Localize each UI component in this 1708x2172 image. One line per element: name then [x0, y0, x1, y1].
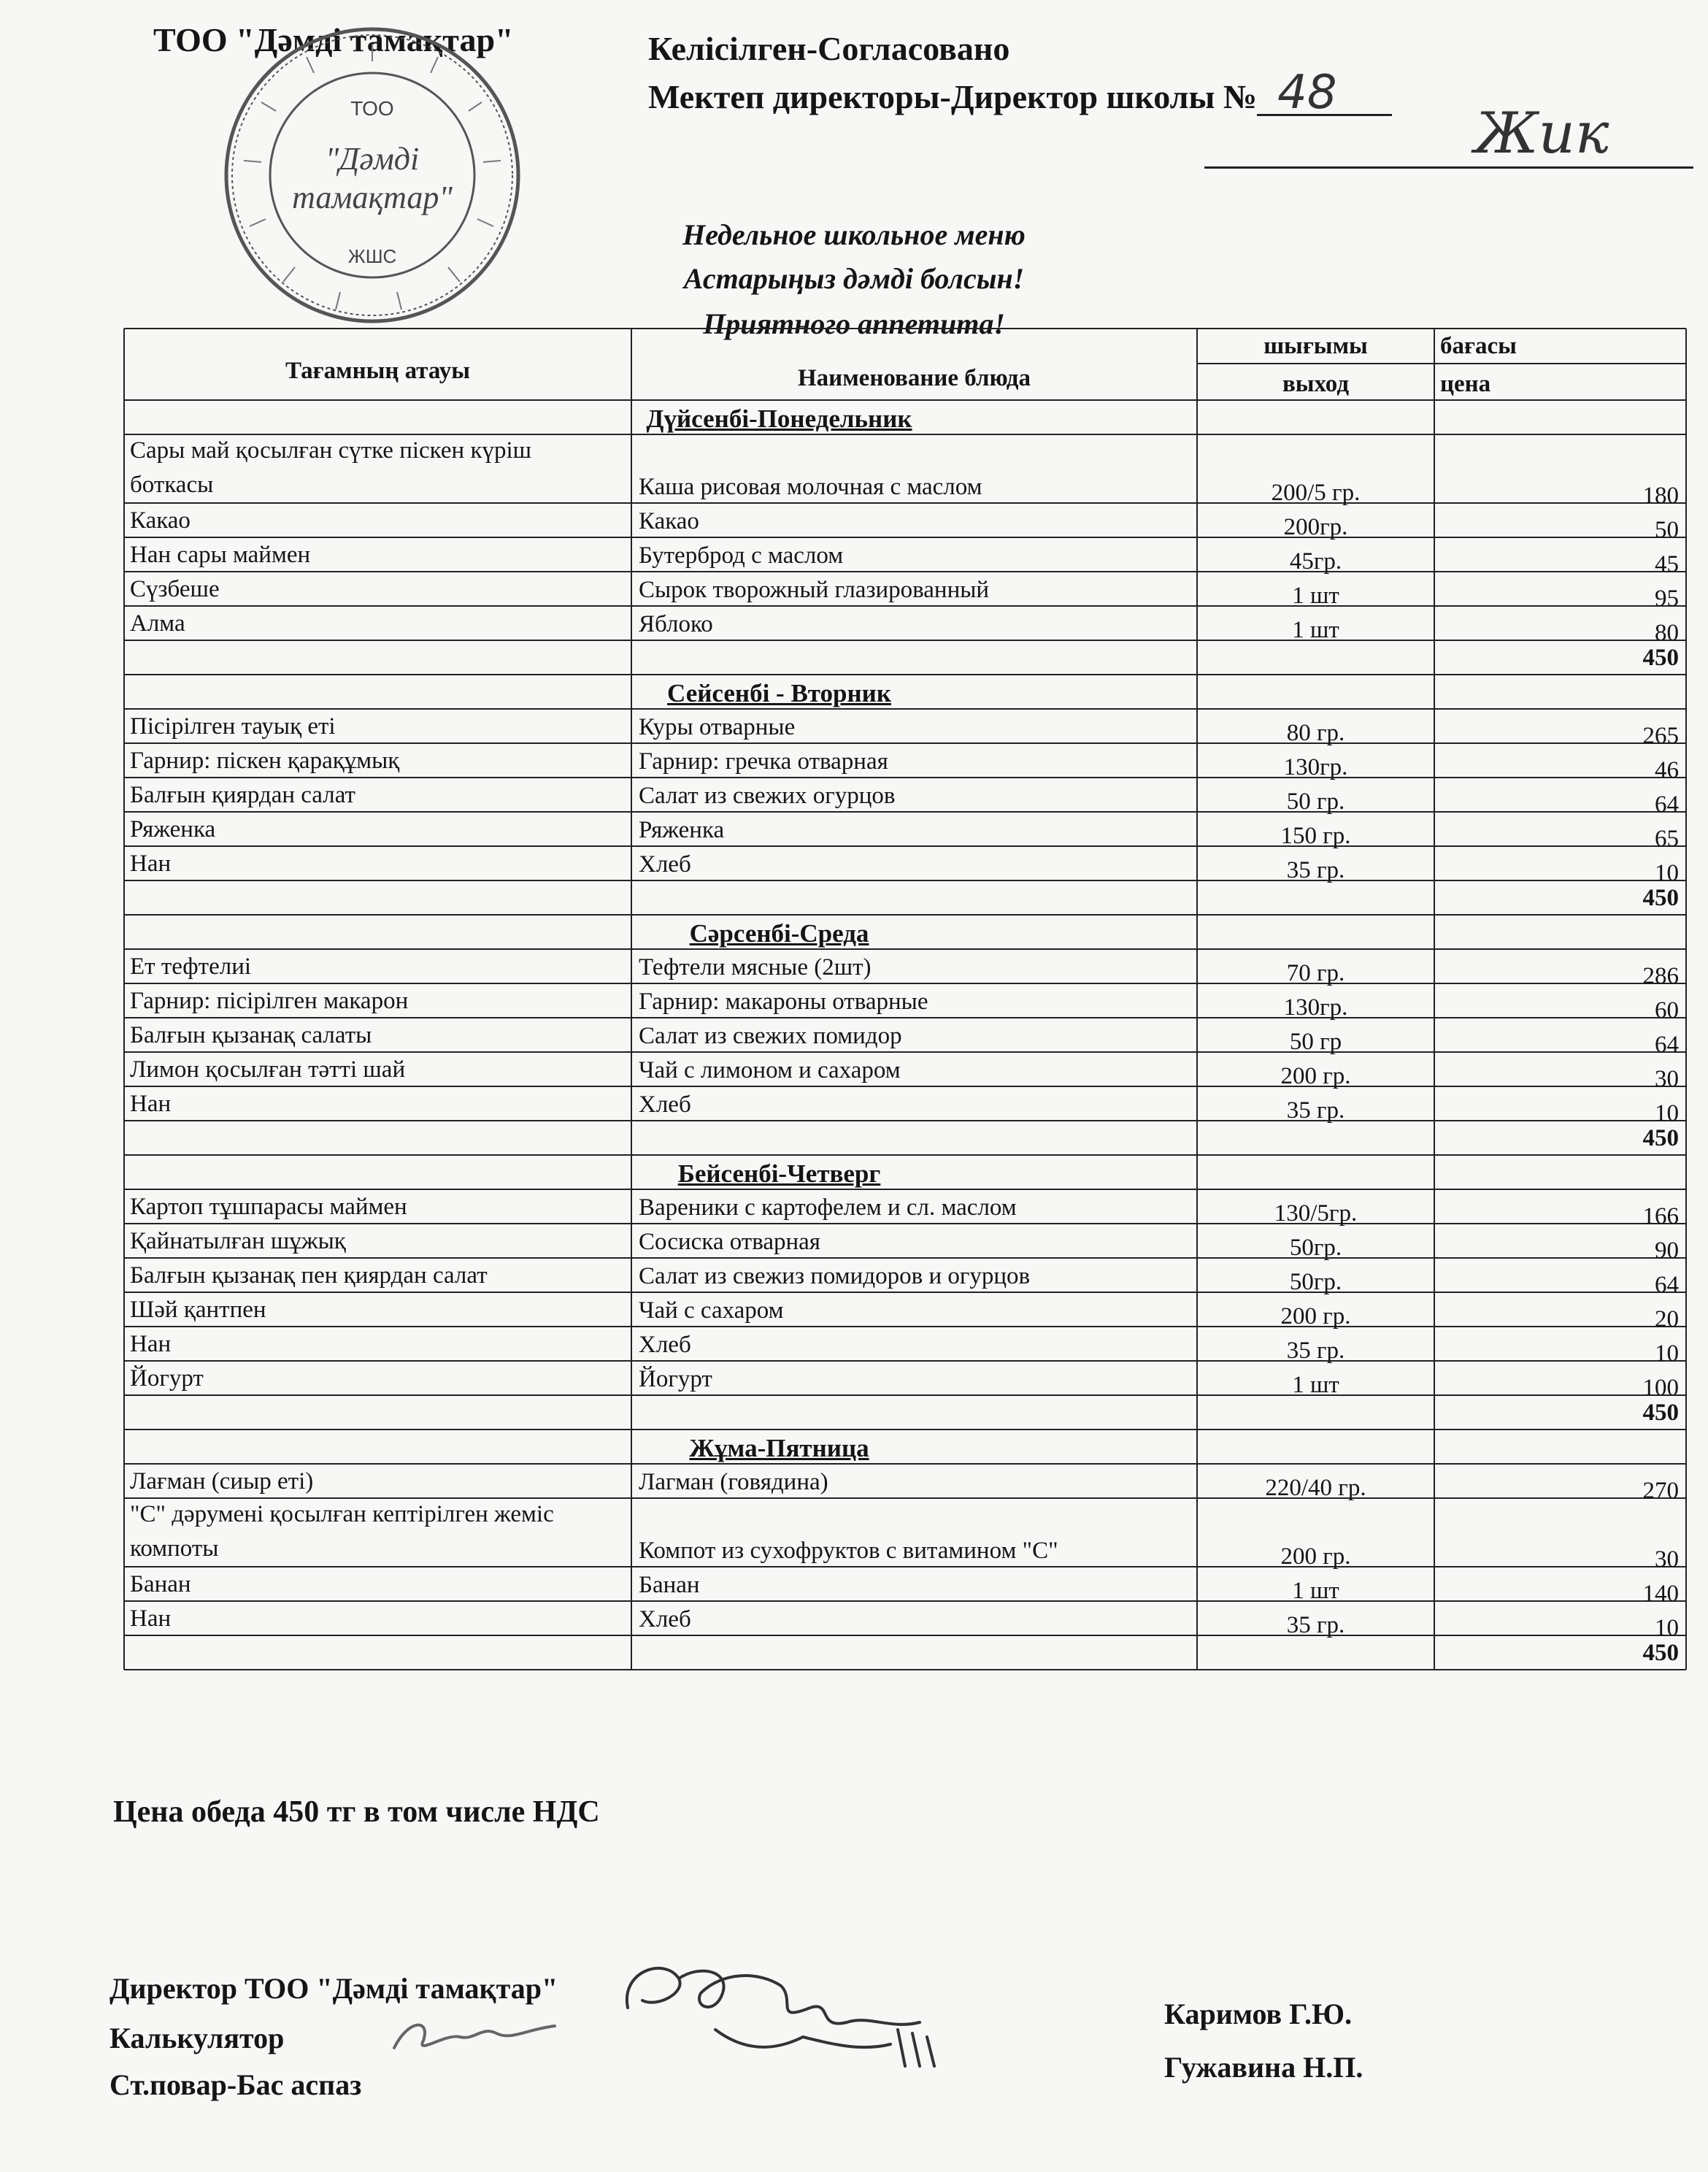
dish-price: 180 — [1642, 483, 1679, 509]
dish-name-kz: Балғын қызанақ салаты — [130, 1022, 372, 1048]
dish-name-kz: Гарнир: пісірілген макарон — [130, 988, 409, 1014]
dish-price: 10 — [1655, 860, 1679, 886]
dish-yield: 200 гр. — [1280, 1063, 1351, 1089]
dish-price: 46 — [1655, 757, 1679, 783]
day-title: Сейсенбі - Вторник — [667, 679, 891, 707]
dish-yield: 150 гр. — [1280, 823, 1351, 849]
director-role: Директор ТОО "Дәмді тамақтар" — [109, 1972, 558, 2005]
dish-name-ru: Ряженка — [639, 817, 725, 843]
menu-greeting-ru: Приятного аппетита! — [703, 307, 1005, 340]
dish-name-kz-line2: боткасы — [130, 472, 214, 498]
header-price-kz: бағасы — [1440, 333, 1517, 359]
dish-name-ru: Какао — [639, 508, 699, 534]
dish-name-ru: Сосиска отварная — [639, 1229, 820, 1255]
dish-price: 10 — [1655, 1615, 1679, 1641]
dish-price: 265 — [1642, 723, 1679, 749]
dish-yield: 35 гр. — [1286, 1338, 1345, 1364]
price-note: Цена обеда 450 тг в том числе НДС — [113, 1795, 600, 1829]
dish-name-ru: Компот из сухофруктов с витамином "С" — [639, 1538, 1058, 1564]
day-title: Бейсенбі-Четверг — [677, 1159, 881, 1188]
dish-name-ru: Чай с лимоном и сахаром — [639, 1057, 901, 1083]
dish-yield: 220/40 гр. — [1265, 1475, 1366, 1501]
dish-price: 80 — [1655, 620, 1679, 646]
dish-name-kz: Қайнатылған шұжық — [130, 1228, 346, 1254]
dish-yield: 200гр. — [1283, 514, 1348, 540]
dish-name-kz: Нан — [130, 1605, 172, 1632]
dish-name-ru: Банан — [639, 1572, 700, 1598]
dish-name-ru: Гарнир: гречка отварная — [639, 748, 888, 775]
day-total: 450 — [1642, 1125, 1679, 1151]
dish-price: 140 — [1642, 1581, 1679, 1607]
stamp-text-middle2: тамақтар" — [292, 180, 453, 215]
dish-price: 100 — [1642, 1375, 1679, 1401]
day-total: 450 — [1642, 645, 1679, 671]
day-total: 450 — [1642, 885, 1679, 911]
chef-name: Гужавина Н.П. — [1164, 2051, 1363, 2084]
dish-name-ru: Сырок творожный глазированный — [639, 577, 990, 603]
stamp-text-middle1: "Дәмді — [325, 141, 420, 177]
dish-price: 20 — [1655, 1306, 1679, 1332]
dish-name-ru: Хлеб — [639, 851, 691, 878]
dish-name-kz: Какао — [130, 507, 191, 534]
dish-yield: 130гр. — [1283, 754, 1348, 780]
dish-yield: 1 шт — [1292, 617, 1339, 643]
dish-name-ru: Лагман (говядина) — [639, 1469, 828, 1495]
header-yield-ru: выход — [1282, 371, 1350, 397]
dish-yield: 200 гр. — [1280, 1543, 1351, 1570]
dish-name-ru: Гарнир: макароны отварные — [639, 989, 928, 1015]
dish-name-ru: Хлеб — [639, 1606, 691, 1632]
header-name-kz: Тағамның атауы — [285, 358, 471, 384]
dish-name-ru: Яблоко — [639, 611, 713, 637]
chef-role: Ст.повар-Бас аспаз — [109, 2068, 362, 2101]
director-signature-stroke — [627, 1968, 920, 2025]
dish-yield: 35 гр. — [1286, 1097, 1345, 1124]
company-name: ТОО "Дәмді тамақтар" — [153, 21, 514, 58]
dish-price: 30 — [1655, 1066, 1679, 1092]
day-title: Дүйсенбі-Понедельник — [646, 404, 912, 433]
dish-name-ru: Чай с сахаром — [639, 1297, 784, 1324]
dish-yield: 50 гр — [1289, 1029, 1342, 1055]
dish-price: 270 — [1642, 1478, 1679, 1504]
dish-price: 30 — [1655, 1546, 1679, 1573]
dish-name-kz: Алма — [130, 610, 185, 637]
dish-price: 64 — [1655, 1032, 1679, 1058]
dish-name-ru: Тефтели мясные (2шт) — [639, 954, 872, 981]
day-total: 450 — [1642, 1640, 1679, 1666]
dish-yield: 130/5гр. — [1274, 1200, 1358, 1227]
dish-yield: 70 гр. — [1286, 960, 1345, 986]
dish-price: 10 — [1655, 1340, 1679, 1367]
dish-name-ru: Бутерброд с маслом — [639, 542, 844, 569]
dish-name-kz: Балғын қызанақ пен қиярдан салат — [130, 1262, 488, 1289]
dish-name-kz: "С" дәрумені қосылған кептірілген жеміс — [130, 1501, 554, 1527]
dish-name-kz: Банан — [130, 1571, 191, 1597]
dish-name-kz: Пісірілген тауық еті — [130, 713, 336, 740]
day-title: Сәрсенбі-Среда — [689, 919, 869, 948]
dish-name-kz: Балғын қиярдан салат — [130, 782, 355, 808]
dish-price: 166 — [1642, 1203, 1679, 1229]
dish-name-ru: Куры отварные — [639, 714, 796, 740]
menu-greeting-kz: Астарыңыз дәмді болсын! — [683, 262, 1025, 295]
director-signature-mark — [613, 1942, 949, 2088]
dish-name-ru: Салат из свежиз помидоров и огурцов — [639, 1263, 1031, 1289]
dish-name-kz: Нан — [130, 851, 172, 877]
dish-yield: 80 гр. — [1286, 720, 1345, 746]
dish-yield: 130гр. — [1283, 994, 1348, 1021]
dish-name-kz: Лағман (сиыр еті) — [130, 1468, 314, 1494]
dish-name-ru: Салат из свежих помидор — [639, 1023, 902, 1049]
dish-price: 10 — [1655, 1100, 1679, 1127]
dish-price: 90 — [1655, 1237, 1679, 1264]
director-name: Каримов Г.Ю. — [1164, 1998, 1353, 2030]
dish-name-kz: Нан — [130, 1331, 172, 1357]
stamp-text-bottom: ЖШС — [347, 245, 397, 267]
dish-name-kz: Нан — [130, 1091, 172, 1117]
dish-price: 286 — [1642, 963, 1679, 989]
dish-price: 65 — [1655, 826, 1679, 852]
dish-price: 50 — [1655, 517, 1679, 543]
approval-line-1: Келісілген-Согласовано — [648, 30, 1010, 67]
dish-yield: 1 шт — [1292, 583, 1339, 609]
dish-yield: 200 гр. — [1280, 1303, 1351, 1329]
dish-name-ru: Хлеб — [639, 1091, 691, 1118]
school-number: 48 — [1277, 66, 1337, 120]
dish-name-ru: Каша рисовая молочная с маслом — [639, 474, 982, 500]
director-signature-underline — [715, 2030, 934, 2066]
header-price-ru: цена — [1440, 371, 1491, 397]
header-yield-kz: шығымы — [1263, 333, 1368, 359]
dish-name-ru: Вареники с картофелем и сл. маслом — [639, 1194, 1017, 1221]
dish-yield: 1 шт — [1292, 1372, 1339, 1398]
dish-yield: 50гр. — [1289, 1269, 1342, 1295]
dish-price: 60 — [1655, 997, 1679, 1024]
dish-name-kz: Картоп тұшпарасы маймен — [130, 1194, 407, 1220]
stamp-text-top: ТОО — [350, 97, 394, 120]
dish-yield: 200/5 гр. — [1271, 480, 1361, 506]
dish-name-kz: Сары май қосылған сүтке піскен күріш — [130, 437, 532, 464]
dish-yield: 35 гр. — [1286, 857, 1345, 883]
dish-name-kz: Лимон қосылған тәтті шай — [130, 1056, 406, 1083]
dish-price: 64 — [1655, 1272, 1679, 1298]
dish-name-kz: Гарнир: піскен қарақұмық — [130, 748, 400, 774]
day-title: Жұма-Пятница — [689, 1434, 869, 1462]
dish-name-kz: Йогурт — [130, 1365, 204, 1392]
calculator-signature-mark — [380, 2004, 569, 2070]
dish-yield: 35 гр. — [1286, 1612, 1345, 1638]
dish-price: 64 — [1655, 791, 1679, 818]
day-total: 450 — [1642, 1400, 1679, 1426]
dish-name-kz: Ряженка — [130, 816, 216, 843]
calculator-role: Калькулятор — [109, 2022, 285, 2054]
dish-price: 45 — [1655, 551, 1679, 577]
dish-name-kz-line2: компоты — [130, 1535, 219, 1562]
director-signature: Жик — [1474, 101, 1609, 166]
dish-yield: 50 гр. — [1286, 788, 1345, 815]
dish-name-kz: Шәй қантпен — [130, 1297, 266, 1323]
dish-price: 95 — [1655, 586, 1679, 612]
dish-yield: 50гр. — [1289, 1235, 1342, 1261]
dish-yield: 45гр. — [1289, 548, 1342, 575]
dish-yield: 1 шт — [1292, 1578, 1339, 1604]
dish-name-kz: Сүзбеше — [130, 576, 220, 602]
dish-name-kz: Нан сары маймен — [130, 542, 311, 568]
menu-title: Недельное школьное меню — [682, 218, 1026, 251]
approval-line-2-text: Мектеп директоры-Директор школы № — [648, 78, 1258, 115]
dish-name-kz: Ет тефтелиі — [130, 953, 252, 980]
calculator-signature-stroke — [394, 2025, 555, 2048]
dish-name-ru: Йогурт — [639, 1366, 712, 1392]
dish-name-ru: Салат из свежих огурцов — [639, 783, 896, 809]
dish-name-ru: Хлеб — [639, 1332, 691, 1358]
header-name-ru: Наименование блюда — [798, 365, 1031, 391]
